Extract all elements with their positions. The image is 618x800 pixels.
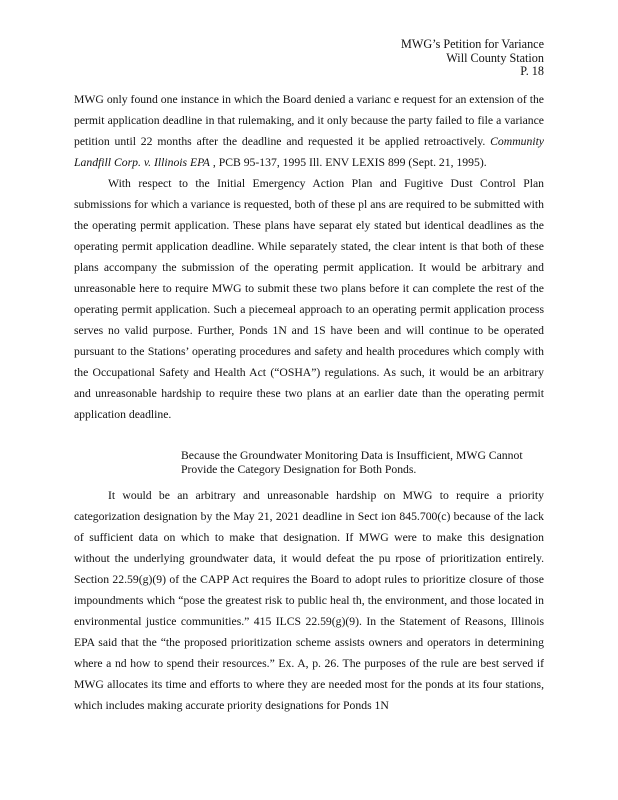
page-number: P. 18 <box>520 64 544 78</box>
paragraph-text: MWG only found one instance in which the Board denied a varianc e request for an extension of the permit application deadline in that rulemaking, and it only because the party failed to file a variance petition until 22 months after the deadline and requested it be applied retroactively. <box>74 93 544 148</box>
section-heading <box>181 449 561 476</box>
citation-details: , PCB 95-137, 1995 Ill. ENV LEXIS 899 (Sept. 21, 1995). <box>209 156 487 169</box>
paragraph-emergency-plans: With respect to the Initial Emergency Action Plan and Fugitive Dust Control Plan submissions for which a variance is requested, both of these pl ans are required to be submitted with the operating permit application. These plans have separat ely stated but identical deadlines as the operating permit application deadline. While separately stated, the clear intent is that both of these plans accompany the submission of the operating permit application. It would be arbitrary and unreasonable here to require MWG to submit these two plans before it can complete the rest of the operating permit application. Such a piecemeal approach to an operating permit application process serves no valid purpose. Further, Ponds 1N and 1S have been and will continue to be operated pursuant to the Stations’ operating procedures and safety and health procedures which comply with the Occupational Safety and Health Act (“OSHA”) regulations. As such, it would be an arbitrary and unreasonable hardship to require these two plans at an earlier date than the operating permit application deadline. <box>74 177 544 421</box>
body-block-1 <box>74 89 544 425</box>
header-station: Will County Station <box>446 50 544 65</box>
section-heading-line-2: Provide the Category Designation for Both Ponds. <box>181 462 417 476</box>
section-heading-line-1: Because the Groundwater Monitoring Data is Insufficient, MWG Cannot <box>181 449 523 462</box>
paragraph-board-variance <box>74 89 544 173</box>
case-citation: Community Landfill Corp. v. Illinois EPA <box>74 135 544 169</box>
page-header <box>401 38 544 79</box>
header-title: MWG’s Petition for Variance <box>401 37 544 51</box>
paragraph-priority-categorization: It would be an arbitrary and unreasonable hardship on MWG to require a priority categorization designation by the May 21, 2021 deadline in Sect ion 845.700(c) because of the lack of sufficient data on which to make that designation. If MWG were to make this designation without the underlying groundwater data, it would defeat the pu rpose of prioritization entirely. Section 22.59(g)(9) of the CAPP Act requires the Board to adopt rules to prioritize closure of those impoundments which “pose the greatest risk to public heal th, the environment, and those located in environmental justice communities.” 415 ILCS 22.59(g)(9). In the Statement of Reasons, Illinois EPA said that the “the proposed prioritization scheme assists owners and operators in determining where a nd how to spend their resources.” Ex. A, p. 26. The purposes of the rule are best served if MWG allocates its time and efforts to where they are needed most for the ponds at its four stations, which includes making accurate priority designations for Ponds 1N <box>74 489 544 712</box>
body-block-2 <box>74 485 544 716</box>
